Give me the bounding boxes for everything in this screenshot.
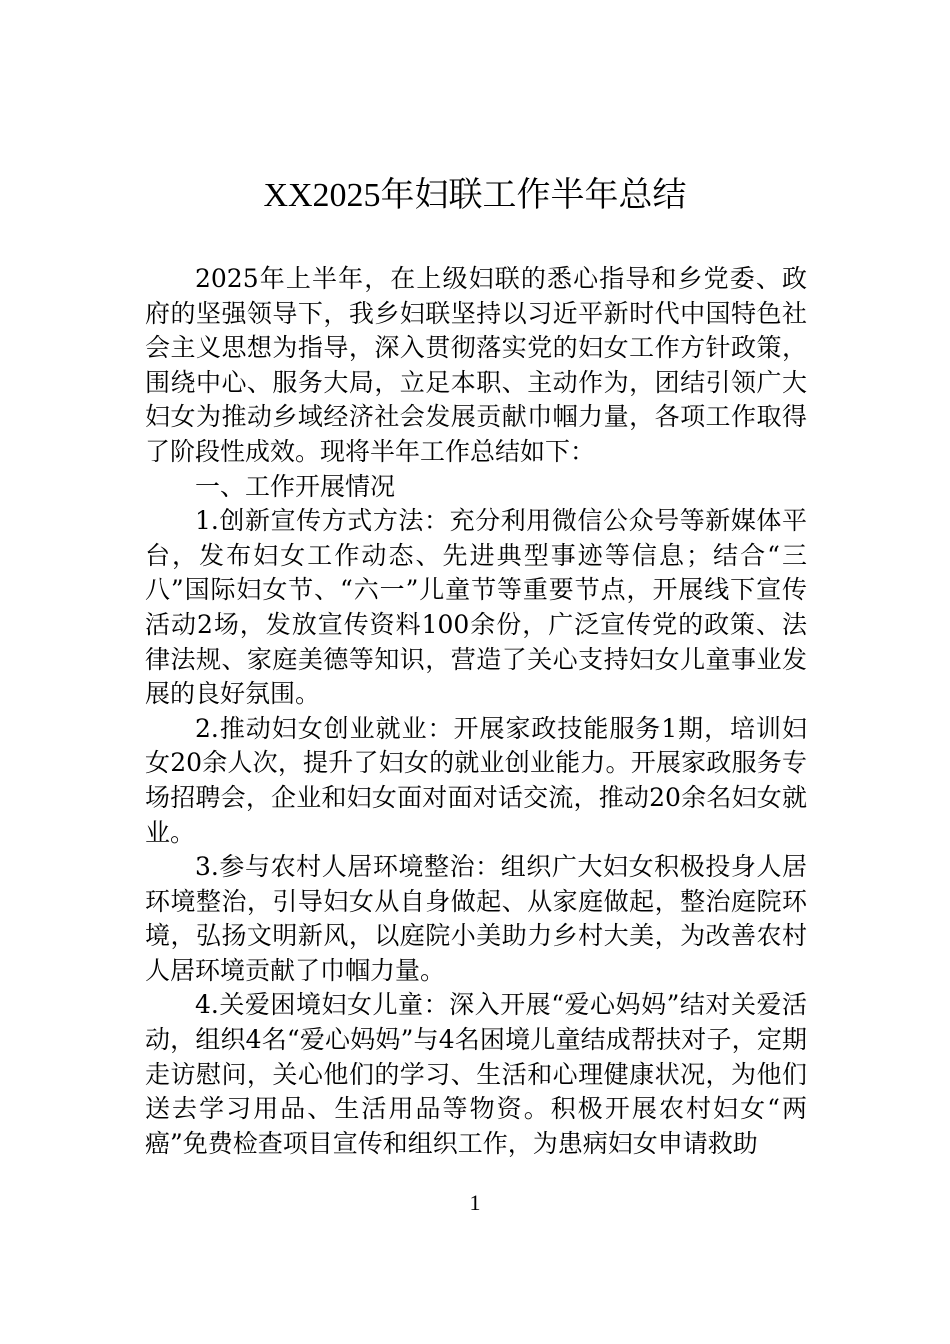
- section-heading: 一、工作开展情况: [195, 471, 396, 501]
- paragraph-item-4: 4.关爱困境妇女儿童：深入开展“爱心妈妈”结对关爱活动，组织4名“爱心妈妈”与4名困境儿童结成帮扶对子，定期走访慰问，关心他们的学习、生活和心理健康状况，为他们送去学习用品、生活用品等物资。积极开展农村妇女“两癌”免费检查项目宣传和组织工作，为患病妇女申请救助: [145, 990, 807, 1158]
- document-title: XX2025年妇联工作半年总结: [263, 177, 687, 214]
- document-body: [145, 262, 807, 1161]
- page-number: 1: [469, 1190, 481, 1215]
- paragraph-item-1: 1.创新宣传方式方法：充分利用微信公众号等新媒体平台，发布妇女工作动态、先进典型事迹等信息；结合“三八”国际妇女节、“六一”儿童节等重要节点，开展线下宣传活动2场，发放宣传资料100余份，广泛宣传党的政策、法律法规、家庭美德等知识，营造了关心支持妇女儿童事业发展的良好氛围。: [145, 506, 807, 709]
- paragraph-item-3: 3.参与农村人居环境整治：组织广大妇女积极投身人居环境整治，引导妇女从自身做起、从家庭做起，整治庭院环境，弘扬文明新风，以庭院小美助力乡村大美，为改善农村人居环境贡献了巾帼力量。: [145, 852, 807, 985]
- paragraph-item-2: 2.推动妇女创业就业：开展家政技能服务1期，培训妇女20余人次，提升了妇女的就业创业能力。开展家政服务专场招聘会，企业和妇女面对面对话交流，推动20余名妇女就业。: [145, 713, 807, 847]
- paragraph-intro: 2025年上半年，在上级妇联的悉心指导和乡党委、政府的坚强领导下，我乡妇联坚持以习近平新时代中国特色社会主义思想为指导，深入贯彻落实党的妇女工作方针政策，围绕中心、服务大局，立足本职、主动作为，团结引领广大妇女为推动乡域经济社会发展贡献巾帼力量，各项工作取得了阶段性成效。现将半年工作总结如下：: [145, 264, 807, 466]
